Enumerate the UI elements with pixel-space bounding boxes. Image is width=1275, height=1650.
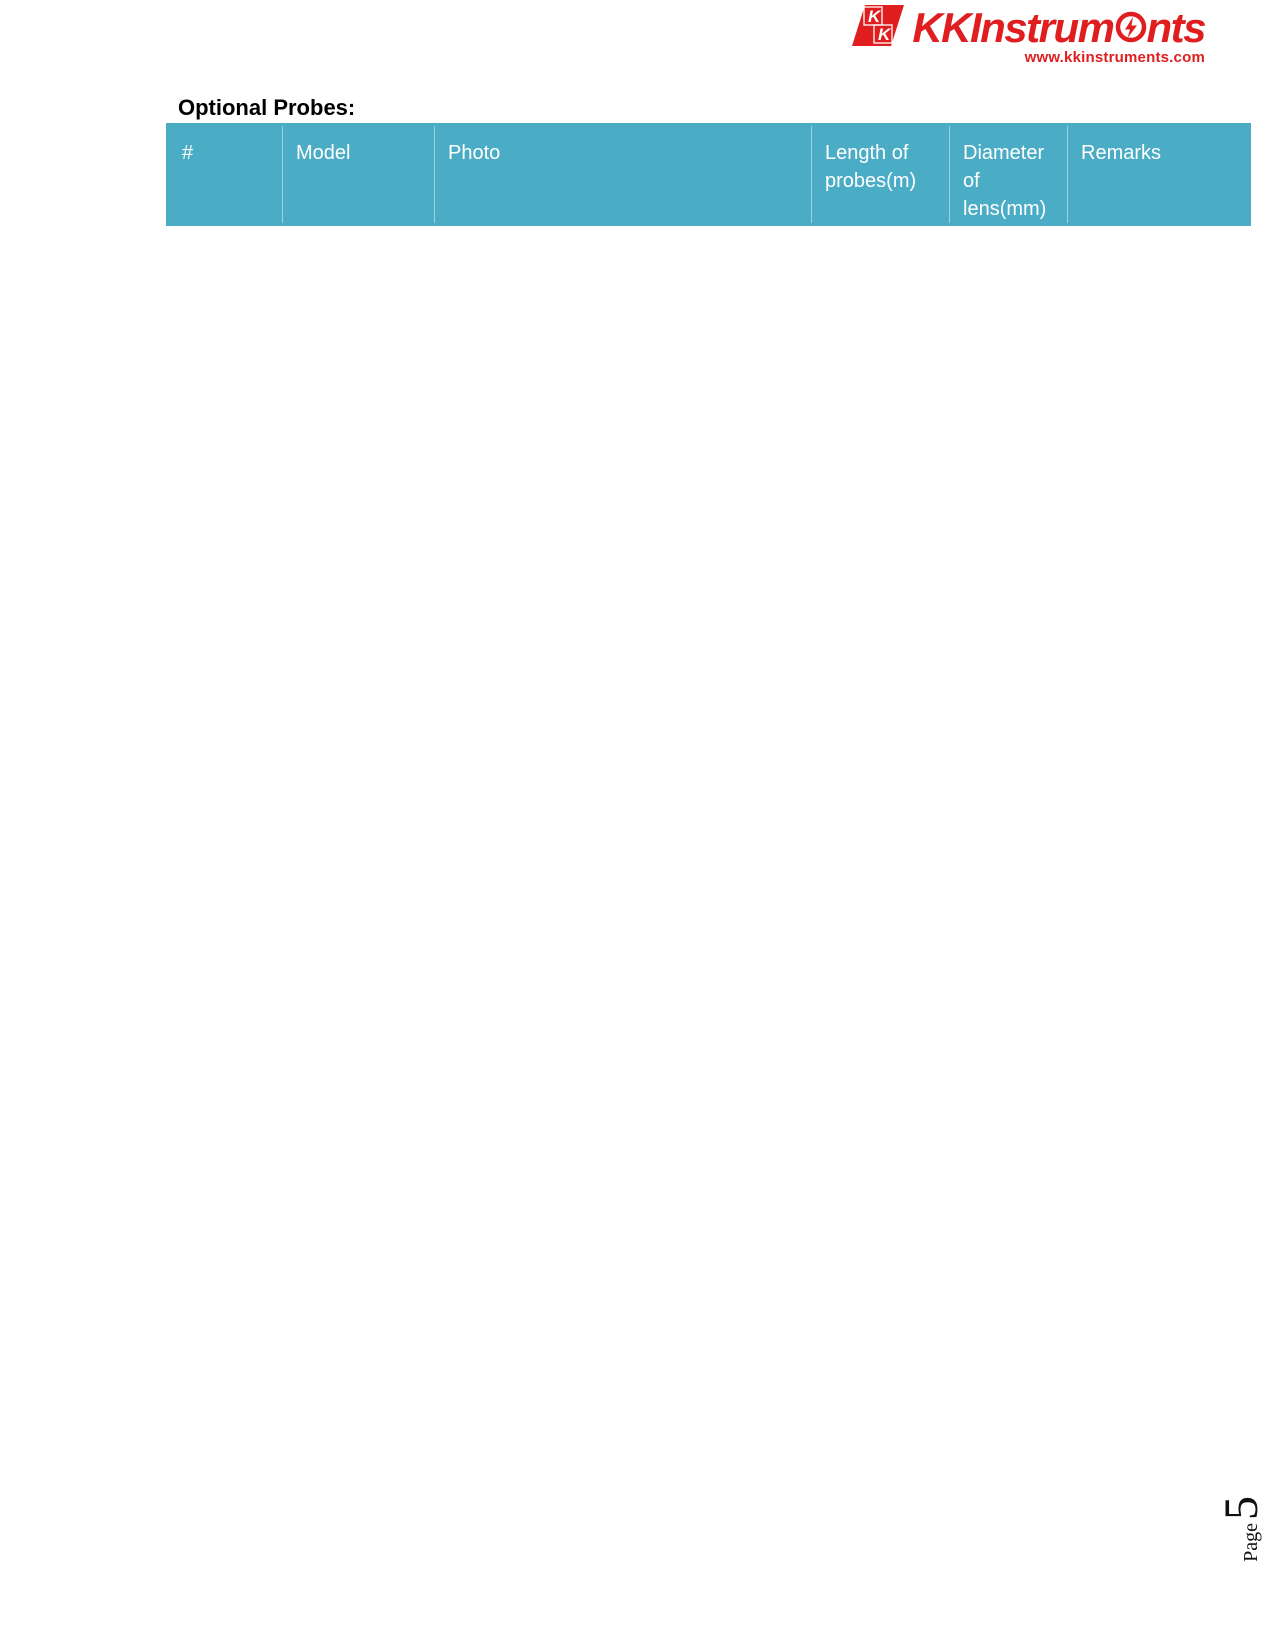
- page-number: 5: [1215, 1496, 1268, 1520]
- page-word: Page: [1240, 1523, 1262, 1562]
- col-header-length: Length of probes(m): [812, 125, 950, 225]
- col-header-photo: Photo: [435, 125, 812, 225]
- table-header: [168, 125, 1250, 225]
- col-header-model: Model: [283, 125, 435, 225]
- brand-header: [851, 4, 1205, 66]
- col-header-number: #: [168, 125, 283, 225]
- page-number-tag: [1215, 1496, 1270, 1600]
- emblem-letter: K: [878, 25, 891, 44]
- wordmark-text-pre: KKInstrum: [912, 3, 1114, 51]
- lightning-bolt-icon: [1115, 7, 1147, 51]
- emblem-letter: K: [868, 7, 881, 26]
- optional-probes-table: [166, 123, 1251, 226]
- col-header-remarks: Remarks: [1068, 125, 1250, 225]
- page-title: Optional Probes:: [178, 95, 356, 120]
- kk-emblem-icon: [851, 4, 905, 52]
- col-header-diameter: Diameter of lens(mm): [950, 125, 1068, 225]
- website-url: www.kkinstruments.com: [1024, 49, 1205, 66]
- wordmark-text-post: nts: [1146, 3, 1205, 51]
- brand-wordmark: [912, 4, 1205, 51]
